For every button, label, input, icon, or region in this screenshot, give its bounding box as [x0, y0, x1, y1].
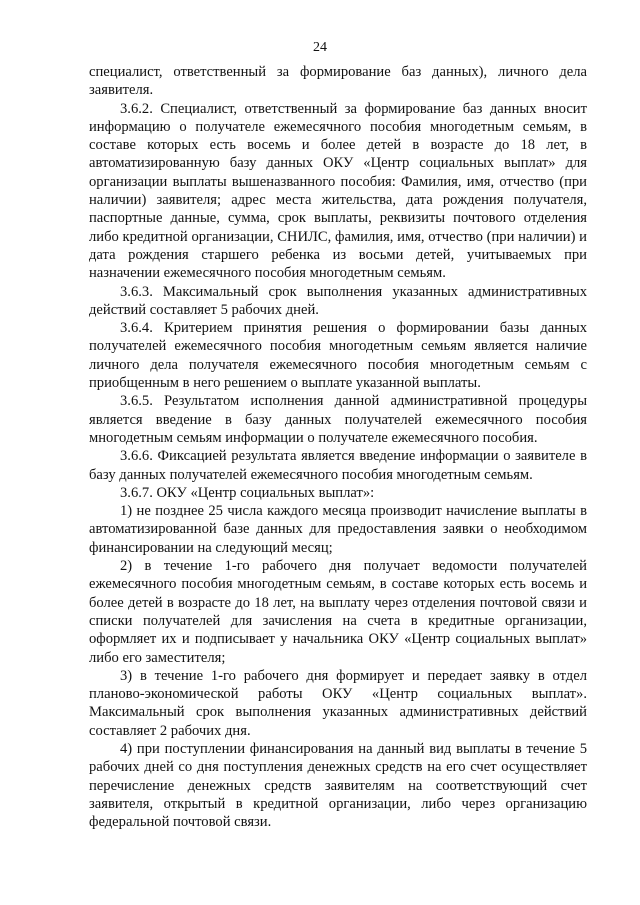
list-item-3: 3) в течение 1-го рабочего дня формирует и передает заявку в отдел планово-экономической работы ОКУ «Центр социальных выплат». Максимальный срок выполнения указанных административных действий составляет 2 рабочих дня.	[89, 667, 587, 739]
list-item-2: 2) в течение 1-го рабочего дня получает ведомости получателей ежемесячного пособия многодетным семьям, в составе которых есть восемь и более детей в возрасте до 18 лет, на выплату через отделения почтовой связи и списки получателей для зачисления на счета в кредитные организации, оформляет их и подписывает у начальника ОКУ «Центр социальных выплат» либо его заместителя;	[89, 558, 587, 666]
document-body	[89, 63, 587, 831]
paragraph-3-6-4: 3.6.4. Критерием принятия решения о формировании базы данных получателей ежемесячного пособия многодетным семьям является наличие личного дела получателя ежемесячного пособия многодетным семьям с приобщенным в него решением о выплате указанной выплаты.	[89, 320, 587, 392]
list-item-4: 4) при поступлении финансирования на данный вид выплаты в течение 5 рабочих дней со дня поступления денежных средств на его счет осуществляет перечисление денежных средств заявителям на соответствующий счет заявителя, открытый в кредитной организации, либо через организацию федеральной почтовой связи.	[89, 740, 587, 831]
paragraph-continuation: специалист, ответственный за формирование баз данных), личного дела заявителя.	[89, 64, 587, 99]
page-number: 24	[313, 40, 327, 55]
paragraph-3-6-7: 3.6.7. ОКУ «Центр социальных выплат»:	[120, 484, 375, 501]
paragraph-3-6-6: 3.6.6. Фиксацией результата является введение информации о заявителе в базу данных получателей ежемесячного пособия многодетным семьям.	[89, 448, 587, 483]
paragraph-3-6-3: 3.6.3. Максимальный срок выполнения указанных административных действий составляет 5 рабочих дней.	[89, 283, 587, 318]
list-item-1: 1) не позднее 25 числа каждого месяца производит начисление выплаты в автоматизированной базе данных для предоставления заявки о необходимом финансировании на следующий месяц;	[89, 503, 587, 556]
paragraph-3-6-5: 3.6.5. Результатом исполнения данной административной процедуры является введение в базу данных получателей ежемесячного пособия многодетным семьям информации о получателе ежемесячного пособия.	[89, 393, 587, 446]
paragraph-3-6-2: 3.6.2. Специалист, ответственный за формирование баз данных вносит информацию о получателе ежемесячного пособия многодетным семьям, в составе которых есть восемь и более детей в возрасте до 18 лет, в автоматизированную базу данных ОКУ «Центр социальных выплат» для организации выплаты вышеназванного пособия: Фамилия, имя, отчество (при наличии) заявителя; адрес места жительства, дата рождения получателя, паспортные данные, сумма, срок выплаты, реквизиты почтового отделения либо кредитной организации, СНИЛС, фамилия, имя, отчество (при наличии) и дата рождения старшего ребенка из восьми детей, учитываемых при назначении ежемесячного пособия многодетным семьям.	[89, 100, 587, 282]
